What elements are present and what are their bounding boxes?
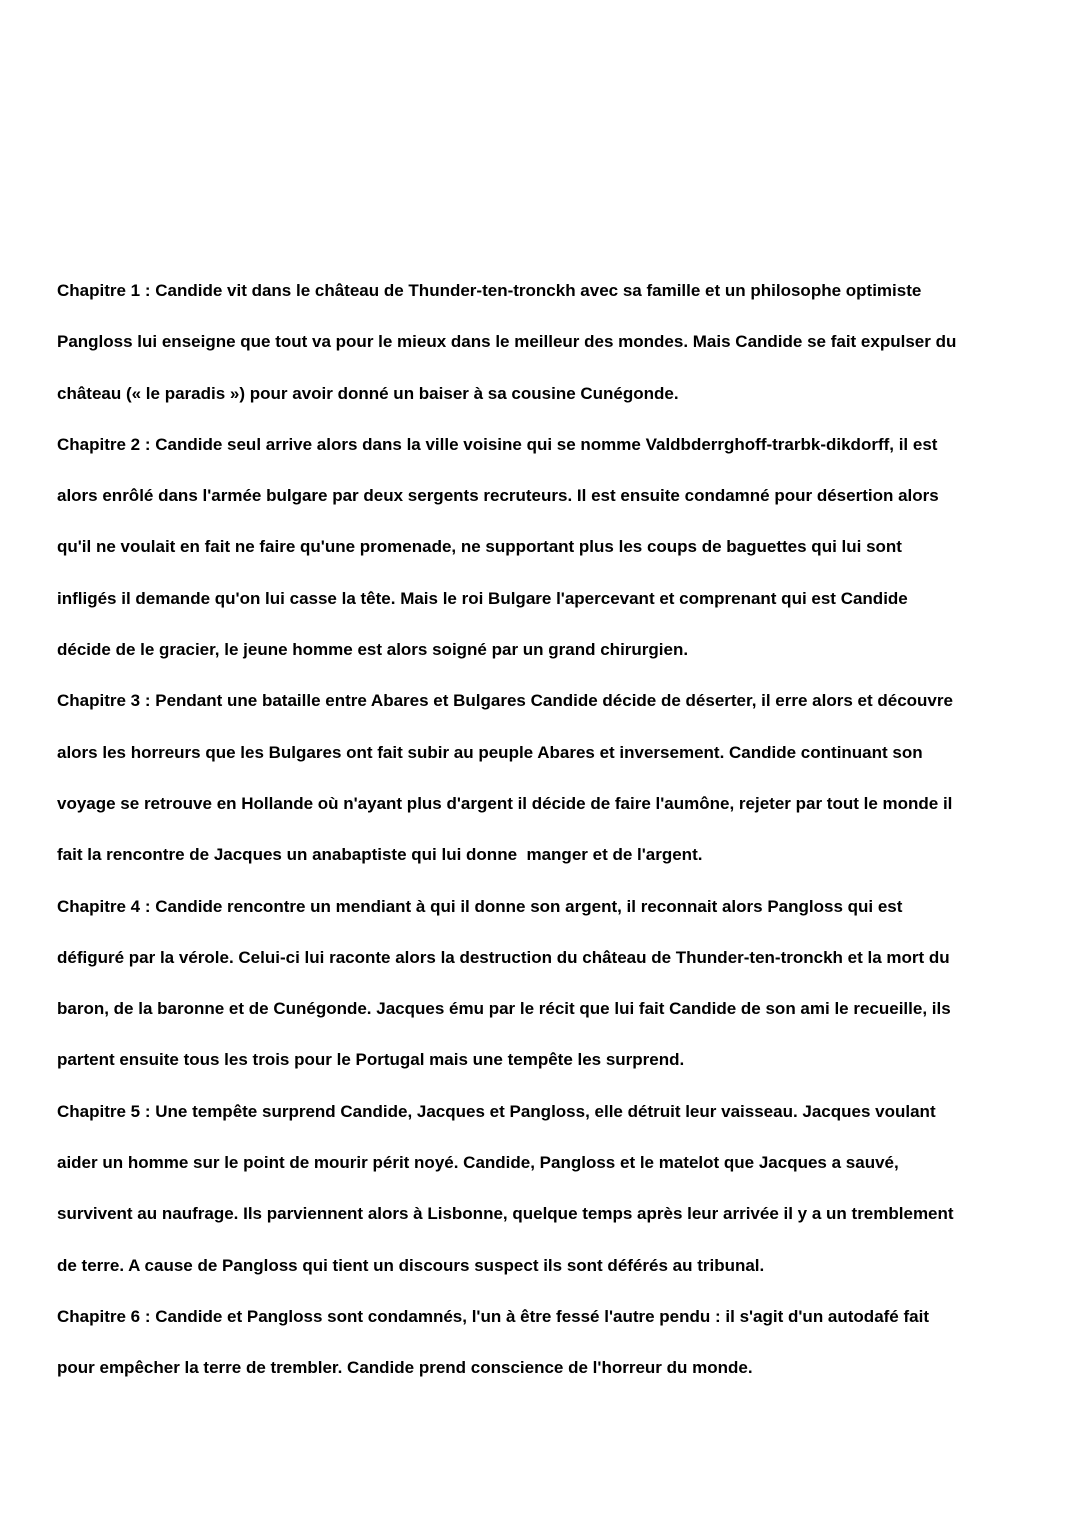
text-line: Chapitre 4 : Candide rencontre un mendiant à qui il donne son argent, il reconnait alors Pangloss qui est xyxy=(57,896,903,916)
text-line: qu'il ne voulait en fait ne faire qu'une promenade, ne supportant plus les coups de baguettes qui lui sont xyxy=(57,537,902,557)
text-line: défiguré par la vérole. Celui-ci lui raconte alors la destruction du château de Thunder-ten-tronckh et la mort du xyxy=(57,947,950,967)
text-line: survivent au naufrage. Ils parviennent alors à Lisbonne, quelque temps après leur arrivée il y a un tremblement xyxy=(57,1204,954,1224)
text-line: château (« le paradis ») pour avoir donné un baiser à sa cousine Cunégonde. xyxy=(57,383,679,403)
text-line: partent ensuite tous les trois pour le Portugal mais une tempête les surprend. xyxy=(57,1050,685,1070)
chapter-summaries-text xyxy=(57,265,1047,1394)
text-line: décide de le gracier, le jeune homme est alors soigné par un grand chirurgien. xyxy=(57,640,689,660)
text-line: Pangloss lui enseigne que tout va pour le mieux dans le meilleur des mondes. Mais Candide se fait expulser du xyxy=(57,332,957,352)
text-line: Chapitre 1 : Candide vit dans le château de Thunder-ten-tronckh avec sa famille et un philosophe optimiste xyxy=(57,281,922,300)
text-line: Chapitre 6 : Candide et Pangloss sont condamnés, l'un à être fessé l'autre pendu : il s'agit d'un autodafé fait xyxy=(57,1306,929,1326)
text-line: pour empêcher la terre de trembler. Candide prend conscience de l'horreur du monde. xyxy=(57,1358,753,1378)
text-line: baron, de la baronne et de Cunégonde. Jacques ému par le récit que lui fait Candide de son ami le recueille, ils xyxy=(57,999,951,1019)
text-line: voyage se retrouve en Hollande où n'ayant plus d'argent il décide de faire l'aumône, rejeter par tout le monde il xyxy=(57,793,953,813)
text-line: Chapitre 5 : Une tempête surprend Candide, Jacques et Pangloss, elle détruit leur vaisseau. Jacques voulant xyxy=(57,1101,936,1121)
text-line: infligés il demande qu'on lui casse la tête. Mais le roi Bulgare l'apercevant et comprenant qui est Candide xyxy=(57,588,908,608)
text-line: Chapitre 2 : Candide seul arrive alors dans la ville voisine qui se nomme Valdbderrghoff-trarbk-dikdorff, il est xyxy=(57,434,938,454)
text-line: alors les horreurs que les Bulgares ont fait subir au peuple Abares et inversement. Candide continuant son xyxy=(57,742,923,762)
text-line: alors enrôlé dans l'armée bulgare par deux sergents recruteurs. Il est ensuite condamné pour désertion alors xyxy=(57,486,939,506)
text-line: de terre. A cause de Pangloss qui tient un discours suspect ils sont déférés au tribunal. xyxy=(57,1255,765,1275)
text-line: fait la rencontre de Jacques un anabaptiste qui lui donne manger et de l'argent. xyxy=(57,845,703,865)
text-line: aider un homme sur le point de mourir périt noyé. Candide, Pangloss et le matelot que Jacques a sauvé, xyxy=(57,1153,899,1173)
text-line: Chapitre 3 : Pendant une bataille entre Abares et Bulgares Candide décide de déserter, il erre alors et découvre xyxy=(57,691,953,711)
